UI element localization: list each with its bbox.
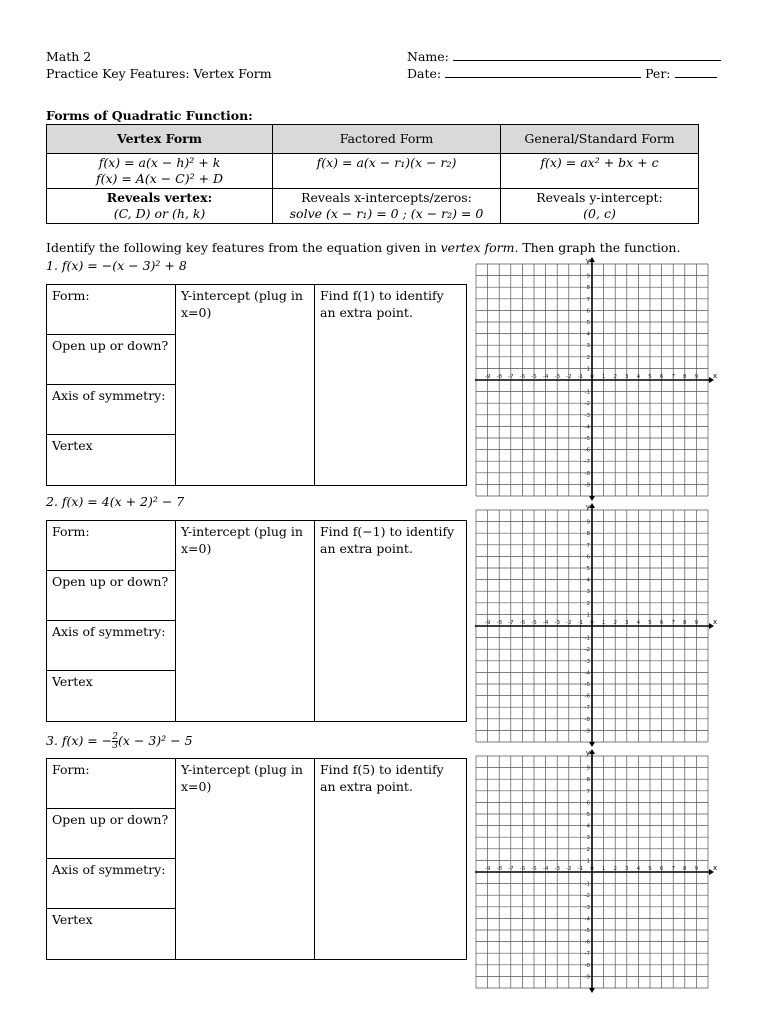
x-tick-label: -5 xyxy=(531,866,537,872)
extra-point-cell[interactable]: Find f(5) to identify an extra point. xyxy=(315,759,467,960)
x-tick-label: 2 xyxy=(613,374,617,380)
extra-point-cell[interactable]: Find f(1) to identify an extra point. xyxy=(315,285,467,486)
course-title: Math 2 xyxy=(46,49,92,64)
x-axis-label: x xyxy=(713,618,718,626)
y-tick-label: -5 xyxy=(584,682,590,688)
x-tick-label: -2 xyxy=(566,374,572,380)
y-tick-label: 7 xyxy=(586,296,590,303)
problem-1-table xyxy=(46,284,467,486)
y-tick-label: 2 xyxy=(586,354,590,361)
y-tick-label: -8 xyxy=(584,470,590,477)
y-tick-label: 5 xyxy=(586,320,590,326)
y-tick-label: 3 xyxy=(586,589,590,596)
x-tick-label: -6 xyxy=(519,374,526,380)
x-tick-label: 1 xyxy=(601,374,606,380)
x-tick-label: 4 xyxy=(636,620,641,626)
y-tick-label: 8 xyxy=(586,531,590,538)
x-tick-label: 5 xyxy=(648,620,652,626)
x-tick-label: -2 xyxy=(566,620,572,626)
x-tick-label: 6 xyxy=(659,620,664,626)
y-tick-label: 5 xyxy=(586,812,590,818)
standard-equation: f(x) = ax² + bx + c xyxy=(501,154,699,189)
y-tick-label: 2 xyxy=(586,600,590,607)
forms-table xyxy=(46,124,699,224)
x-tick-label: 6 xyxy=(659,374,664,380)
x-tick-label: 7 xyxy=(671,620,675,626)
vertex-eq-1: f(x) = a(x − h)² + k xyxy=(98,155,221,170)
worksheet-title: Practice Key Features: Vertex Form xyxy=(46,66,272,81)
y-tick-label: -9 xyxy=(584,974,590,981)
x-tick-label: 6 xyxy=(659,866,664,872)
standard-reveal-value: (0, c) xyxy=(583,206,616,221)
x-tick-label: -6 xyxy=(519,620,526,626)
vertex-equations xyxy=(47,154,273,189)
problem-3-table xyxy=(46,758,467,960)
x-axis-label: x xyxy=(713,372,718,380)
y-tick-label: 7 xyxy=(586,542,590,549)
x-tick-label: -5 xyxy=(531,620,537,626)
y-tick-label: 8 xyxy=(586,285,590,292)
y-tick-label: -5 xyxy=(584,436,590,442)
y-tick-label: -6 xyxy=(584,447,590,454)
graph-grid-3[interactable] xyxy=(474,749,718,990)
x-tick-label: -8 xyxy=(496,866,502,872)
col-factored-form: Factored Form xyxy=(273,125,501,154)
y-tick-label: -2 xyxy=(584,647,590,654)
y-tick-label: 9 xyxy=(586,519,590,526)
y-axis-label: y xyxy=(585,503,590,511)
factored-equation: f(x) = a(x − r₁)(x − r₂) xyxy=(273,154,501,189)
x-tick-label: 9 xyxy=(694,374,699,380)
fraction-numerator: 2 xyxy=(112,732,118,742)
y-tick-label: -4 xyxy=(584,670,590,677)
instructions-emphasis: vertex form xyxy=(440,240,515,255)
name-label: Name: xyxy=(407,49,449,64)
extra-point-cell[interactable]: Find f(−1) to identify an extra point. xyxy=(315,521,467,722)
form-cell[interactable]: Form: xyxy=(47,521,176,571)
y-tick-label: 9 xyxy=(586,765,590,772)
y-tick-label: 4 xyxy=(586,823,590,830)
x-tick-label: 3 xyxy=(625,374,629,380)
standard-reveal-label: Reveals y-intercept: xyxy=(536,190,663,205)
x-tick-label: -4 xyxy=(542,374,549,380)
y-tick-label: 8 xyxy=(586,777,590,784)
y-tick-label: -2 xyxy=(584,893,590,900)
x-tick-label: -9 xyxy=(484,866,491,872)
y-tick-label: 1 xyxy=(586,858,590,865)
header-right xyxy=(407,48,721,82)
date-line xyxy=(407,65,721,82)
y-tick-label: -8 xyxy=(584,716,590,723)
y-tick-label: -7 xyxy=(584,459,590,466)
date-field[interactable] xyxy=(445,65,641,78)
y-tick-label: 6 xyxy=(586,554,590,561)
x-tick-label: 7 xyxy=(671,866,675,872)
y-tick-label: -8 xyxy=(584,962,590,969)
x-tick-label: 1 xyxy=(601,866,606,872)
y-tick-label: -6 xyxy=(584,693,590,700)
axis-of-symmetry-cell[interactable]: Axis of symmetry: xyxy=(47,859,176,909)
x-tick-label: 2 xyxy=(613,620,617,626)
axis-of-symmetry-cell[interactable]: Axis of symmetry: xyxy=(47,621,176,671)
y-tick-label: -3 xyxy=(584,658,590,665)
x-tick-label: -3 xyxy=(554,620,560,626)
x-tick-label: -1 xyxy=(577,866,584,872)
y-tick-label: -3 xyxy=(584,412,590,419)
x-tick-label: -3 xyxy=(554,866,560,872)
x-tick-label: 4 xyxy=(636,374,641,380)
y-tick-label: 1 xyxy=(586,612,590,619)
y-tick-label: -9 xyxy=(584,482,590,489)
y-tick-label: -1 xyxy=(584,389,590,396)
x-tick-label: -7 xyxy=(508,866,514,872)
y-tick-label: 4 xyxy=(586,331,590,338)
open-direction-cell[interactable]: Open up or down? xyxy=(47,809,176,859)
header-left xyxy=(46,48,272,82)
x-tick-label: -8 xyxy=(496,374,502,380)
col-vertex-form: Vertex Form xyxy=(47,125,273,154)
date-label: Date: xyxy=(407,66,442,81)
x-tick-label: 0 xyxy=(590,866,594,872)
graph-grid-2[interactable] xyxy=(474,503,718,744)
form-cell[interactable]: Form: xyxy=(47,285,176,335)
y-tick-label: 6 xyxy=(586,800,590,807)
vertex-cell[interactable]: Vertex xyxy=(47,909,176,960)
x-tick-label: 0 xyxy=(590,620,594,626)
open-direction-cell[interactable]: Open up or down? xyxy=(47,571,176,621)
y-tick-label: 3 xyxy=(586,343,590,350)
standard-reveal xyxy=(501,189,699,224)
y-intercept-cell[interactable]: Y-intercept (plug in x=0) xyxy=(176,521,315,722)
col-standard-form: General/Standard Form xyxy=(501,125,699,154)
x-tick-label: -9 xyxy=(484,374,491,380)
factored-reveal-label: Reveals x-intercepts/zeros: xyxy=(301,190,472,205)
per-label: Per: xyxy=(645,66,671,81)
y-tick-label: 1 xyxy=(586,366,590,373)
x-tick-label: 1 xyxy=(601,620,606,626)
forms-equation-row xyxy=(47,154,699,189)
vertex-cell[interactable]: Vertex xyxy=(47,435,176,486)
axis-of-symmetry-cell[interactable]: Axis of symmetry: xyxy=(47,385,176,435)
x-tick-label: 3 xyxy=(625,866,629,872)
forms-header-row xyxy=(47,125,699,154)
y-intercept-cell[interactable]: Y-intercept (plug in x=0) xyxy=(176,285,315,486)
factored-reveal-value: solve (x − r₁) = 0 ; (x − r₂) = 0 xyxy=(289,206,484,221)
instructions-tail: . Then graph the function. xyxy=(514,240,681,255)
problem-2-label: 2. f(x) = 4(x + 2)² − 7 xyxy=(46,494,185,509)
open-direction-cell[interactable]: Open up or down? xyxy=(47,335,176,385)
vertex-reveal-label: Reveals vertex: xyxy=(106,190,213,205)
x-tick-label: 0 xyxy=(590,374,594,380)
y-tick-label: -6 xyxy=(584,939,590,946)
y-axis-label: y xyxy=(585,257,590,265)
x-tick-label: -4 xyxy=(542,866,549,872)
problem-3-label-start: 3. f(x) = − xyxy=(46,733,113,748)
name-field[interactable] xyxy=(453,48,721,61)
x-tick-label: -9 xyxy=(484,620,491,626)
y-tick-label: 6 xyxy=(586,308,590,315)
forms-reveal-row xyxy=(47,189,699,224)
problem-3-label-end: (x − 3)² − 5 xyxy=(117,733,193,748)
y-tick-label: 2 xyxy=(586,846,590,853)
x-tick-label: -1 xyxy=(577,620,584,626)
per-field[interactable] xyxy=(675,65,717,78)
y-tick-label: -4 xyxy=(584,916,590,923)
x-tick-label: -7 xyxy=(508,620,514,626)
x-tick-label: -6 xyxy=(519,866,526,872)
x-tick-label: -5 xyxy=(531,374,537,380)
y-tick-label: 5 xyxy=(586,566,590,572)
x-tick-label: -3 xyxy=(554,374,560,380)
x-tick-label: 5 xyxy=(648,866,652,872)
x-tick-label: 9 xyxy=(694,866,699,872)
y-tick-label: -9 xyxy=(584,728,590,735)
y-tick-label: -3 xyxy=(584,904,590,911)
x-tick-label: 5 xyxy=(648,374,652,380)
x-tick-label: 3 xyxy=(625,620,629,626)
x-tick-label: 7 xyxy=(671,374,675,380)
y-tick-label: 7 xyxy=(586,788,590,795)
y-tick-label: -4 xyxy=(584,424,590,431)
y-tick-label: -2 xyxy=(584,401,590,408)
y-intercept-cell[interactable]: Y-intercept (plug in x=0) xyxy=(176,759,315,960)
problem-1-label: 1. f(x) = −(x − 3)² + 8 xyxy=(46,258,187,273)
x-tick-label: -7 xyxy=(508,374,514,380)
x-tick-label: -2 xyxy=(566,866,572,872)
form-cell[interactable]: Form: xyxy=(47,759,176,809)
forms-title: Forms of Quadratic Function: xyxy=(46,108,253,123)
vertex-cell[interactable]: Vertex xyxy=(47,671,176,722)
y-tick-label: 9 xyxy=(586,273,590,280)
y-tick-label: 4 xyxy=(586,577,590,584)
x-tick-label: 2 xyxy=(613,866,617,872)
instructions-text: Identify the following key features from the equation given in xyxy=(46,240,441,255)
x-axis-label: x xyxy=(713,864,718,872)
name-line xyxy=(407,48,721,65)
y-tick-label: -1 xyxy=(584,635,590,642)
y-tick-label: -7 xyxy=(584,705,590,712)
x-tick-label: 8 xyxy=(683,866,687,872)
x-tick-label: -1 xyxy=(577,374,584,380)
instructions xyxy=(46,240,680,255)
graph-grid-1[interactable] xyxy=(474,257,718,498)
y-tick-label: -1 xyxy=(584,881,590,888)
x-tick-label: 9 xyxy=(694,620,699,626)
y-tick-label: -7 xyxy=(584,951,590,958)
fraction-denominator: 3 xyxy=(112,741,118,751)
x-tick-label: 4 xyxy=(636,866,641,872)
vertex-reveal-value: (C, D) or (h, k) xyxy=(113,206,206,221)
x-tick-label: -8 xyxy=(496,620,502,626)
vertex-reveal xyxy=(47,189,273,224)
vertex-eq-2: f(x) = A(x − C)² + D xyxy=(95,171,224,186)
y-tick-label: -5 xyxy=(584,928,590,934)
y-tick-label: 3 xyxy=(586,835,590,842)
x-tick-label: -4 xyxy=(542,620,549,626)
factored-reveal xyxy=(273,189,501,224)
y-axis-label: y xyxy=(585,749,590,757)
x-tick-label: 8 xyxy=(683,374,687,380)
x-tick-label: 8 xyxy=(683,620,687,626)
problem-2-table xyxy=(46,520,467,722)
problem-3-label xyxy=(46,733,193,750)
